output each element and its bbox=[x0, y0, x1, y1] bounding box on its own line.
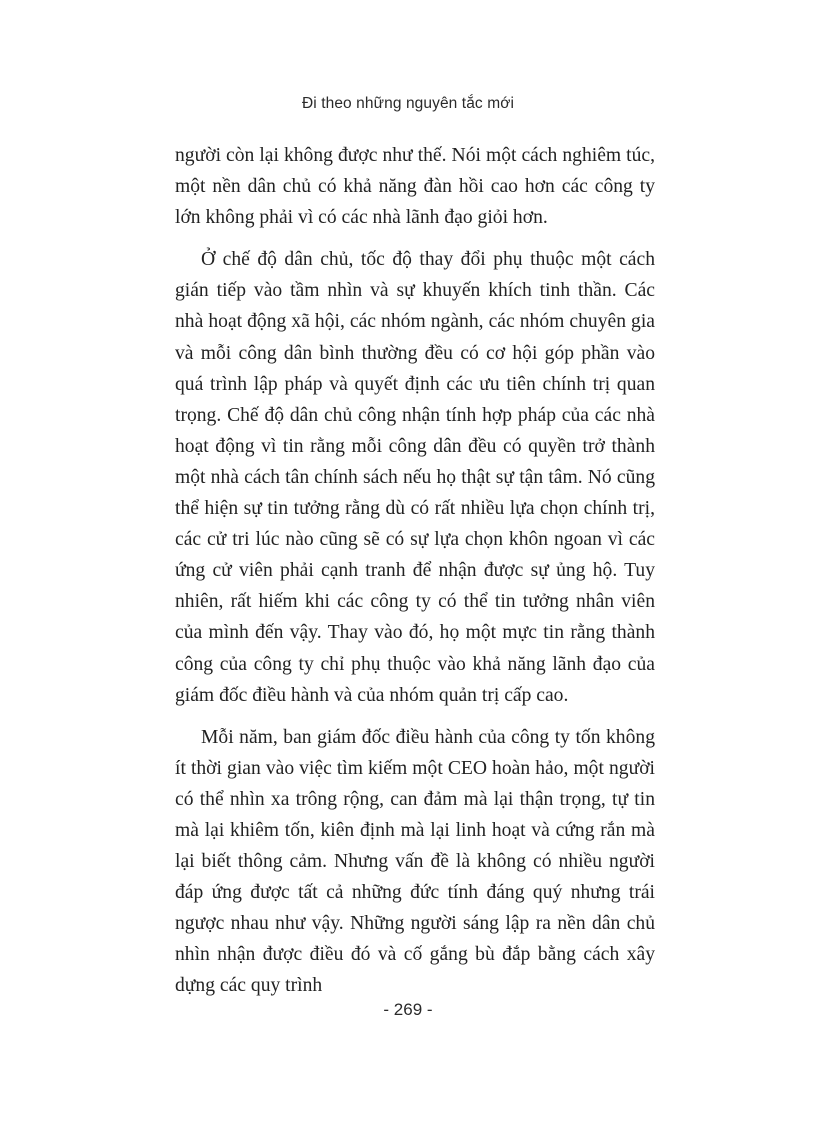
paragraph-2: Ở chế độ dân chủ, tốc độ thay đổi phụ thuộc một cách gián tiếp vào tầm nhìn và sự khuyến khích tinh thần. Các nhà hoạt động xã hội, các nhóm ngành, các nhóm chuyên gia và mỗi công dân bình thường đều có cơ hội góp phần vào quá trình lập pháp và quyết định các ưu tiên chính trị quan trọng. Chế độ dân chủ công nhận tính hợp pháp của các nhà hoạt động vì tin rằng mỗi công dân đều có quyền trở thành một nhà cách tân chính sách nếu họ thật sự tận tâm. Nó cũng thể hiện sự tin tưởng rằng dù có rất nhiều lựa chọn chính trị, các cử tri lúc nào cũng sẽ có sự lựa chọn khôn ngoan vì các ứng cử viên phải cạnh tranh để nhận được sự ủng hộ. Tuy nhiên, rất hiếm khi các công ty có thể tin tưởng nhân viên của mình đến vậy. Thay vào đó, họ một mực tin rằng thành công của công ty chỉ phụ thuộc vào khả năng lãnh đạo của giám đốc điều hành và của nhóm quản trị cấp cao. bbox=[175, 249, 655, 706]
paragraph-1: người còn lại không được như thế. Nói một cách nghiêm túc, một nền dân chủ có khả năng đàn hồi cao hơn các công ty lớn không phải vì có các nhà lãnh đạo giỏi hơn. bbox=[175, 145, 655, 229]
paragraph-3: Mỗi năm, ban giám đốc điều hành của công ty tốn không ít thời gian vào việc tìm kiếm một CEO hoàn hảo, một người có thể nhìn xa trông rộng, can đảm mà lại thận trọng, tự tin mà lại khiêm tốn, kiên định mà lại linh hoạt và cứng rắn mà lại biết thông cảm. Nhưng vấn đề là không có nhiều người đáp ứng được tất cả những đức tính đáng quý nhưng trái ngược nhau như vậy. Những người sáng lập ra nền dân chủ nhìn nhận được điều đó và cố gắng bù đắp bằng cách xây dựng các quy trình bbox=[175, 726, 655, 997]
page-number: - 269 - bbox=[383, 1000, 433, 1019]
paragraph-gap bbox=[175, 711, 655, 722]
paragraph-gap bbox=[175, 233, 655, 244]
body-text bbox=[175, 140, 655, 1002]
running-header-title: Đi theo những nguyên tắc mới bbox=[301, 95, 515, 112]
